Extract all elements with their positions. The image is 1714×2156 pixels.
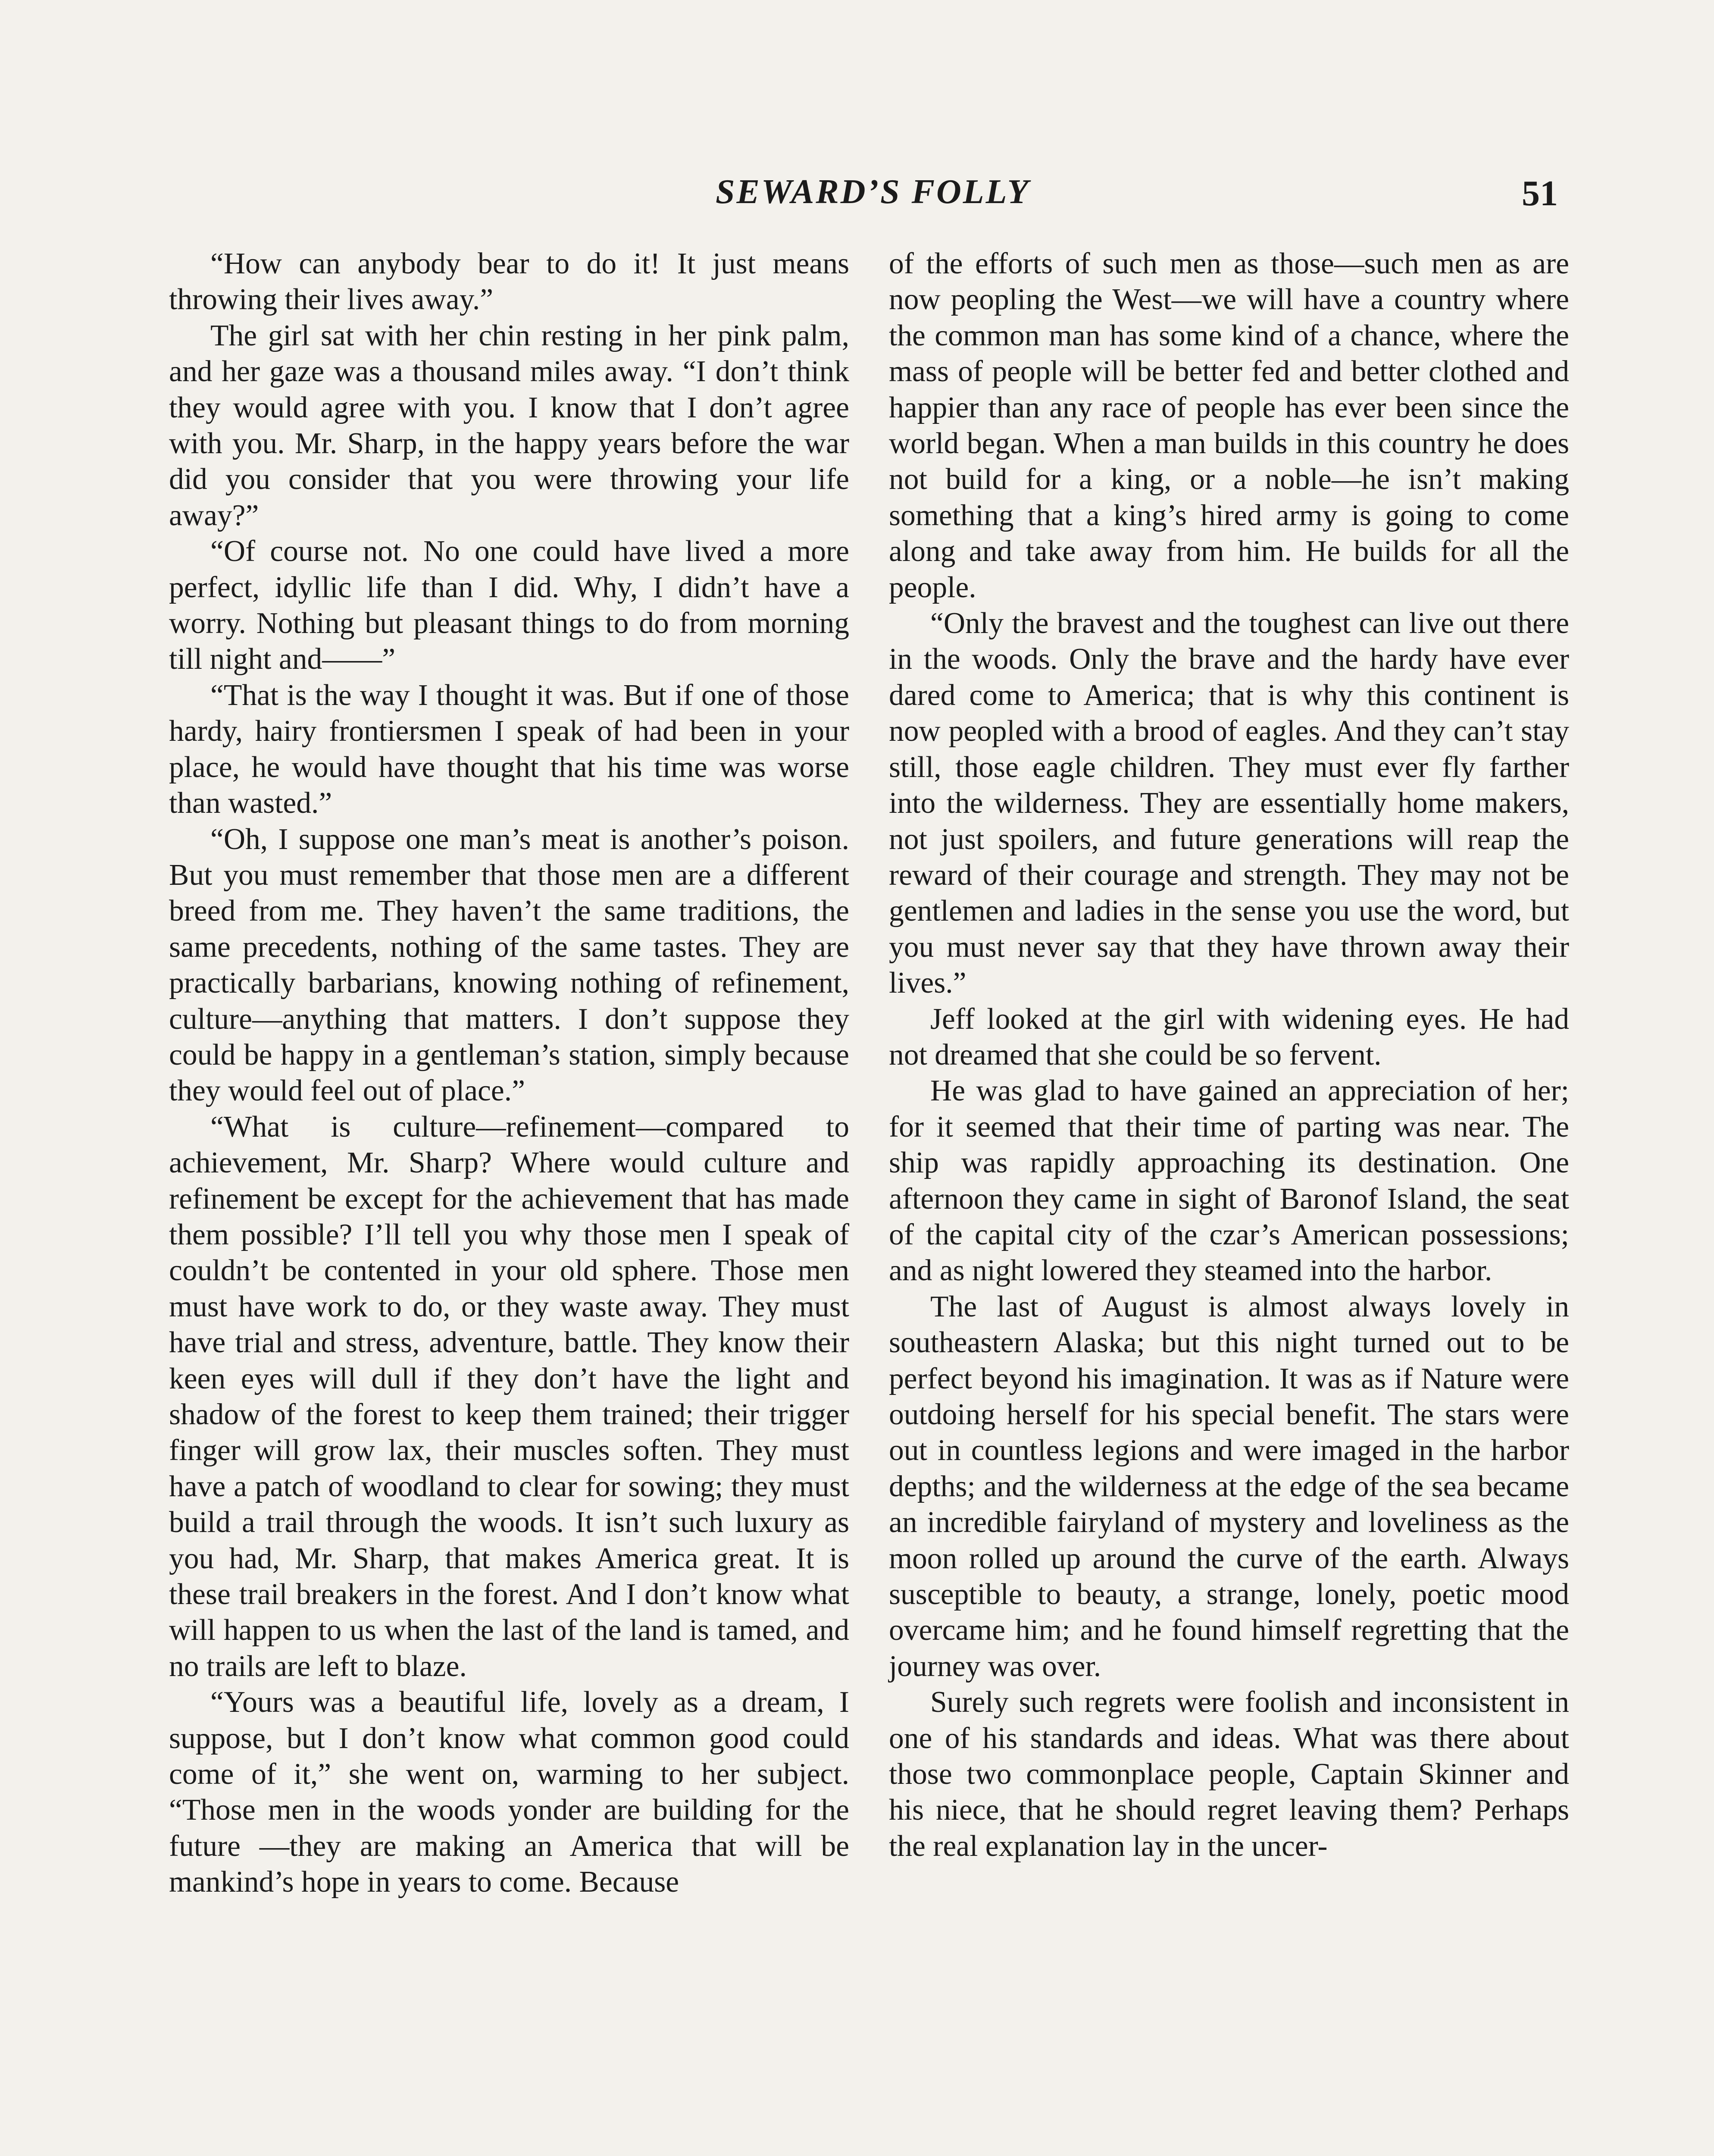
paragraph-continuation: of the efforts of such men as those—such men as are now peopling the West—we will have a country where the common man has some kind of a chance, where the mass of people will be better fed and better clothed and happier than any race of people has ever been since the world began. When a man builds in this country he does not build for a king, or a noble—he isn’t making something that a king’s hired army is going to come along and take away from him. He builds for all the people. (889, 247, 1569, 604)
paragraph: Jeff looked at the girl with widening eyes. He had not dreamed that she could be so fervent. (889, 1002, 1569, 1072)
paragraph: The girl sat with her chin resting in her pink palm, and her gaze was a thousand miles away. “I don’t think they would agree with you. I know that I don’t agree with you. Mr. Sharp, in the happy years before the war did you consider that you were throwing your life away?” (169, 319, 849, 532)
paragraph: “Yours was a beautiful life, lovely as a dream, I suppose, but I don’t know what common good could come of it,” she went on, warming to her subject. “Those men in the woods yonder are building for the future —they are making an America that will be mankind’s hope in years to come. Because (169, 1686, 849, 1899)
paragraph: “How can anybody bear to do it! It just means throwing their lives away.” (169, 247, 849, 317)
page-number: 51 (1522, 173, 1558, 213)
paragraph: The last of August is almost always lovely in southeastern Alaska; but this night turned out to be perfect beyond his imagination. It was as if Nature were outdoing herself for his special benefit. The stars were out in countless legions and were imaged in the harbor depths; and the wilderness at the edge of the sea became an incredible fairyland of mystery and loveliness as the moon rolled up around the curve of the earth. Always susceptible to beauty, a strange, lonely, poetic mood overcame him; and he found himself regretting that the journey was over. (889, 1290, 1569, 1683)
paragraph: “Only the bravest and the toughest can live out there in the woods. Only the brave and the hardy have ever dared come to America; that is why this continent is now peopled with a brood of eagles. And they can’t stay still, those eagle children. They must ever fly farther into the wilderness. They are essentially home makers, not just spoilers, and future generations will reap the reward of their courage and strength. They may not be gentlemen and ladies in the sense you use the word, but you must never say that they have thrown away their lives.” (889, 607, 1569, 1000)
paragraph: “That is the way I thought it was. But if one of those hardy, hairy frontiersmen I speak of had been in your place, he would have thought that his time was worse than wasted.” (169, 678, 849, 820)
right-column (889, 246, 1569, 1864)
paragraph: Surely such regrets were foolish and inconsistent in one of his standards and ideas. What was there about those two commonplace people, Captain Skinner and his niece, that he should regret leaving them? Perhaps the real explanation lay in the uncer- (889, 1686, 1569, 1863)
running-title: SEWARD’S FOLLY (716, 173, 1030, 211)
paragraph: “Of course not. No one could have lived a more perfect, idyllic life than I did. Why, I didn’t have a worry. Nothing but pleasant things to do from morning till night and——” (169, 535, 849, 676)
paragraph: “Oh, I suppose one man’s meat is another’s poison. But you must remember that those men are a different breed from me. They haven’t the same traditions, the same precedents, nothing of the same tastes. They are practically barbarians, knowing nothing of refinement, culture—anything that matters. I don’t suppose they could be happy in a gentleman’s station, simply because they would feel out of place.” (169, 822, 849, 1108)
paragraph: He was glad to have gained an appreciation of her; for it seemed that their time of parting was near. The ship was rapidly approaching its destination. One afternoon they came in sight of Baronof Island, the seat of the capital city of the czar’s American possessions; and as night lowered they steamed into the harbor. (889, 1074, 1569, 1288)
paragraph: “What is culture—refinement—compared to achievement, Mr. Sharp? Where would culture and refinement be except for the achievement that has made them possible? I’ll tell you why those men I speak of couldn’t be contented in your old sphere. Those men must have work to do, or they waste away. They must have trial and stress, adventure, battle. They know their keen eyes will dull if they don’t have the light and shadow of the forest to keep them trained; their trigger finger will grow lax, their muscles soften. They must have a patch of woodland to clear for sowing; they must build a trail through the woods. It isn’t such luxury as you had, Mr. Sharp, that makes America great. It is these trail breakers in the forest. And I don’t know what will happen to us when the last of the land is tamed, and no trails are left to blaze. (169, 1110, 849, 1683)
left-column (169, 246, 849, 1900)
